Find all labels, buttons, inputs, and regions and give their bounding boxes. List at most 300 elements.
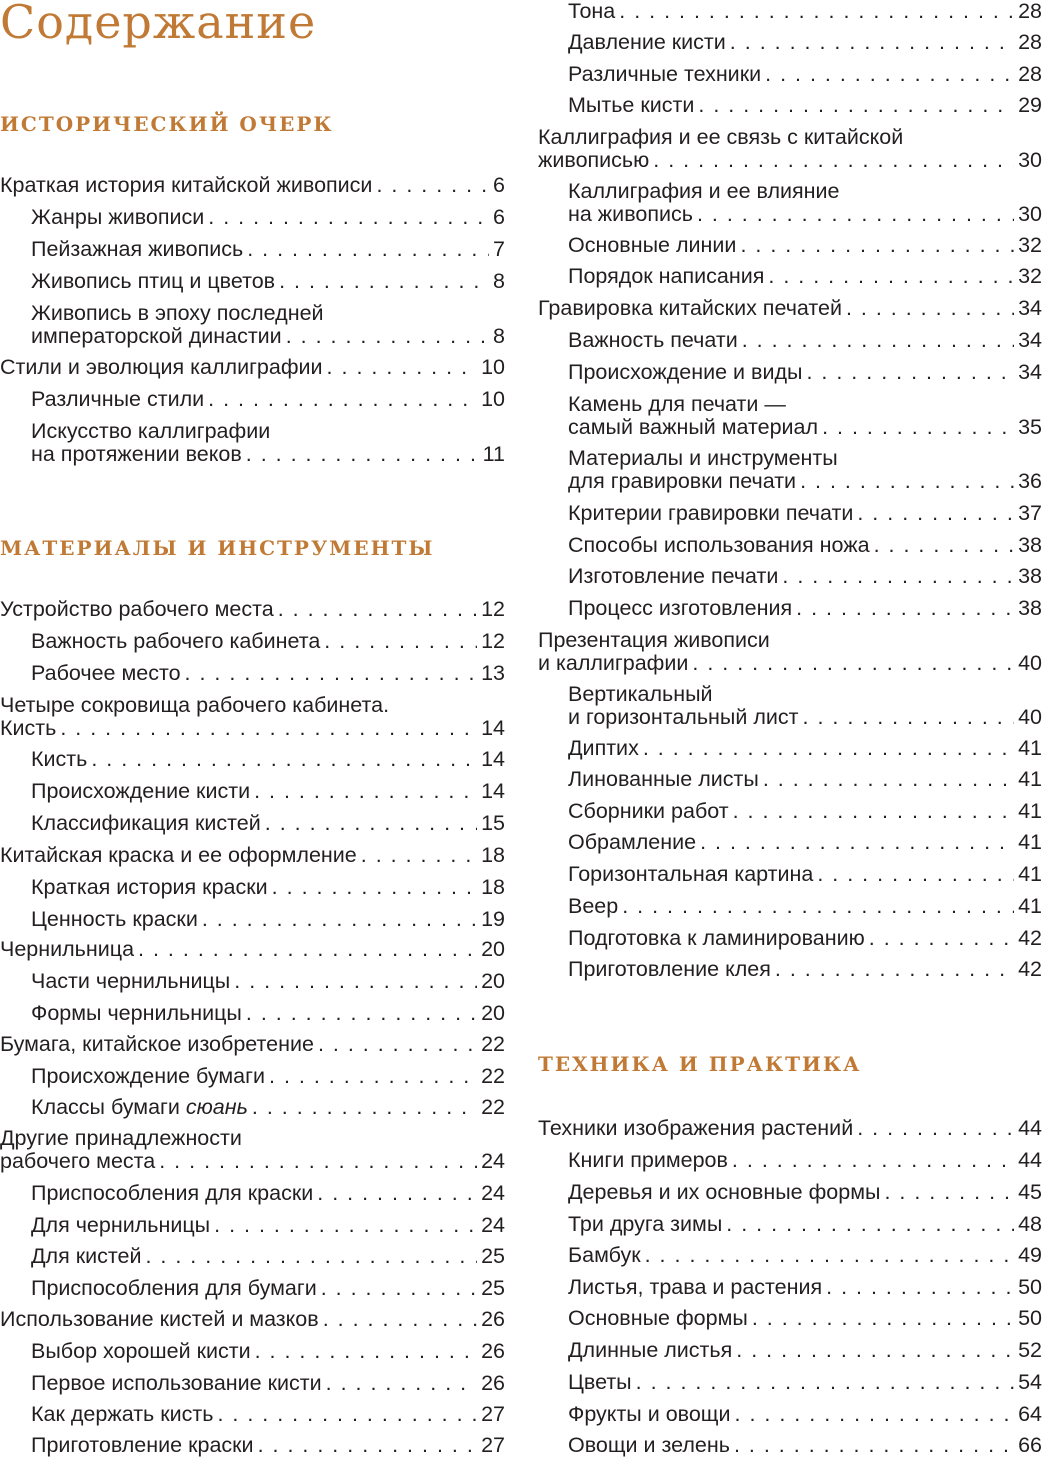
leader-dots [317,1182,477,1205]
leader-dots [775,958,1014,981]
entry-page: 12 [481,597,505,621]
entry-page: 20 [481,937,505,961]
entry-page: 38 [1018,596,1042,620]
leader-dots [279,270,489,293]
toc-entry[interactable] [31,1245,505,1268]
leader-dots [323,1308,477,1331]
entry-title-line1: Другие принадлежности [0,1126,242,1150]
toc-entry[interactable] [31,908,505,931]
leader-dots [208,388,477,411]
entry-title: Обрамление [568,830,697,854]
entry-title: Подготовка к ламинированию [568,926,865,950]
entry-title: Длинные листья [568,1338,733,1362]
toc-entry[interactable] [31,1214,505,1237]
entry-page: 6 [493,205,505,229]
entry-title: Веер [568,894,619,918]
entry-title: Мытье кисти [568,93,695,117]
entry-page: 24 [481,1181,505,1205]
entry-page: 28 [1018,0,1042,23]
entry-title: Выбор хорошей кисти [31,1339,251,1363]
entry-page: 34 [1018,296,1042,320]
entry-title-italic: сюань [185,1095,248,1119]
entry-page: 29 [1018,93,1042,117]
entry-page: 66 [1018,1433,1042,1457]
entry-title: Кисть [31,747,88,771]
entry-page: 49 [1018,1243,1042,1267]
entry-title: Сборники работ [568,799,729,823]
entry-title: Происхождение и виды [568,360,803,384]
entry-title: Чернильница [0,937,135,961]
toc-entry[interactable] [568,31,1042,54]
entry-title: Формы чернильницы [31,1001,242,1025]
leader-dots [265,812,477,835]
leader-dots [321,1277,477,1300]
leader-dots [217,1403,477,1426]
leader-dots [254,780,477,803]
toc-entry[interactable] [0,1033,505,1056]
toc-entry[interactable] [31,1403,505,1426]
leader-dots [884,1181,1014,1204]
toc-entry[interactable] [0,1127,505,1173]
toc-entry[interactable] [31,1434,505,1457]
leader-dots [643,737,1014,760]
leader-dots [645,1244,1014,1267]
entry-title-line1: Живопись в эпоху последней [31,301,324,325]
entry-title: императорской династии [31,324,282,348]
toc-entry[interactable] [31,1002,505,1025]
toc-entry[interactable] [31,302,505,348]
entry-title: Пейзажная живопись [31,237,244,261]
toc-entry[interactable] [0,694,505,740]
toc-entry[interactable] [31,1277,505,1300]
entry-title: Критерии гравировки печати [568,501,854,525]
page-title: Содержание [0,0,317,49]
entry-page: 10 [481,355,505,379]
toc-entry[interactable] [568,958,1042,981]
leader-dots [278,598,477,621]
entry-title: Для чернильницы [31,1213,211,1237]
toc-entry[interactable] [31,388,505,411]
toc-entry[interactable] [568,94,1042,117]
leader-dots [159,1150,477,1173]
entry-page: 34 [1018,328,1042,352]
entry-title-line1: Презентация живописи [538,628,770,652]
leader-dots [857,1117,1014,1140]
leader-dots [361,844,477,867]
entry-page: 41 [1018,894,1042,918]
entry-title: Различные стили [31,387,205,411]
toc-entry[interactable] [568,1213,1042,1236]
leader-dots [874,534,1014,557]
entry-title: Происхождение бумаги [31,1064,265,1088]
leader-dots [869,927,1014,950]
entry-title: Бумага, китайское изобретение [0,1032,314,1056]
entry-page: 64 [1018,1402,1042,1426]
toc-entry[interactable] [0,938,505,961]
leader-dots [247,238,489,261]
toc-entry[interactable] [31,630,505,653]
toc-entry[interactable] [31,270,505,293]
entry-page: 41 [1018,862,1042,886]
entry-page: 32 [1018,264,1042,288]
toc-entry[interactable] [31,1096,505,1119]
toc-entry[interactable] [568,180,1042,226]
leader-dots [857,502,1014,525]
toc-entry[interactable] [538,1117,1042,1140]
leader-dots [246,443,479,466]
leader-dots [752,1307,1014,1330]
toc-entry[interactable] [568,1149,1042,1172]
entry-page: 28 [1018,30,1042,54]
leader-dots [138,938,477,961]
entry-page: 20 [481,1001,505,1025]
entry-title: Гравировка китайских печатей [538,296,842,320]
entry-title: и горизонтальный лист [568,705,799,729]
entry-title: Диптих [568,736,639,760]
entry-title: Живопись птиц и цветов [31,269,276,293]
entry-page: 41 [1018,799,1042,823]
leader-dots [796,597,1014,620]
entry-title: Бамбук [568,1243,641,1267]
toc-entry[interactable] [568,329,1042,352]
entry-title: Цветы [568,1370,632,1394]
entry-page: 22 [481,1064,505,1088]
toc-entry[interactable] [31,780,505,803]
entry-page: 13 [481,661,505,685]
toc-entry[interactable] [568,265,1042,288]
entry-page: 12 [481,629,505,653]
entry-page: 36 [1018,469,1042,493]
entry-title: Листья, трава и растения [568,1275,823,1299]
toc-entry[interactable] [31,206,505,229]
entry-page: 22 [481,1032,505,1056]
leader-dots [234,970,477,993]
leader-dots [735,1403,1015,1426]
leader-dots [255,1340,477,1363]
toc-entry[interactable] [568,927,1042,950]
entry-title: Первое использование кисти [31,1371,322,1395]
entry-page: 35 [1018,415,1042,439]
leader-dots [318,1033,477,1056]
entry-title-line1: Каллиграфия и ее связь с китайской [538,125,904,149]
entry-page: 26 [481,1371,505,1395]
toc-entry[interactable] [31,420,505,466]
entry-title: Рабочее место [31,661,181,685]
toc-entry[interactable] [568,447,1042,493]
leader-dots [619,0,1014,23]
leader-dots [742,329,1014,352]
entry-page: 8 [493,324,505,348]
section-heading: ТЕХНИКА И ПРАКТИКА [538,1052,862,1076]
toc-entry[interactable] [31,238,505,261]
leader-dots [258,1434,478,1457]
toc-entry[interactable] [568,565,1042,588]
leader-dots [60,717,477,740]
entry-page: 34 [1018,360,1042,384]
entry-title-line1: Вертикальный [568,682,713,706]
leader-dots [185,662,478,685]
toc-entry[interactable] [568,361,1042,384]
entry-title: Приспособления для краски [31,1181,314,1205]
entry-title: Для кистей [31,1244,142,1268]
entry-title: Важность рабочего кабинета [31,629,321,653]
toc-entry[interactable] [0,844,505,867]
toc-entry[interactable] [568,1371,1042,1394]
entry-title-line1: Искусство каллиграфии [31,419,271,443]
leader-dots [636,1371,1014,1394]
entry-title: Деревья и их основные формы [568,1180,881,1204]
entry-page: 41 [1018,767,1042,791]
entry-title: Использование кистей и мазков [0,1307,319,1331]
entry-title: Овощи и зелень [568,1433,730,1457]
toc-entry[interactable] [31,876,505,899]
toc-entry[interactable] [568,895,1042,918]
entry-page: 22 [481,1095,505,1119]
toc-entry[interactable] [538,297,1042,320]
toc-entry[interactable] [31,1340,505,1363]
leader-dots [324,630,477,653]
toc-entry[interactable] [538,629,1042,675]
leader-dots [734,1434,1014,1457]
entry-title: Процесс изготовления [568,596,793,620]
leader-dots [740,234,1014,257]
entry-page: 20 [481,969,505,993]
entry-page: 26 [481,1307,505,1331]
entry-page: 48 [1018,1212,1042,1236]
entry-page: 26 [481,1339,505,1363]
entry-page: 19 [481,907,505,931]
entry-title: Классы бумаги [31,1095,186,1119]
entry-page: 27 [481,1433,505,1457]
leader-dots [622,895,1014,918]
leader-dots [208,206,489,229]
entry-title: Основные формы [568,1306,748,1330]
entry-page: 45 [1018,1180,1042,1204]
leader-dots [202,908,477,931]
entry-title: Порядок написания [568,264,765,288]
toc-entry[interactable] [31,662,505,685]
entry-title: Основные линии [568,233,737,257]
leader-dots [826,1276,1014,1299]
entry-title: Стили и эволюция каллиграфии [0,355,323,379]
leader-dots [91,748,477,771]
entry-title: Жанры живописи [31,205,205,229]
toc-entry[interactable] [538,126,1042,172]
entry-page: 27 [481,1402,505,1426]
leader-dots [376,174,489,197]
entry-title: Линованные листы [568,767,759,791]
leader-dots [846,297,1014,320]
entry-page: 54 [1018,1370,1042,1394]
entry-title: Важность печати [568,328,738,352]
entry-title: Три друга зимы [568,1212,723,1236]
toc-entry[interactable] [568,234,1042,257]
entry-title: Тона [568,0,616,23]
leader-dots [806,361,1014,384]
leader-dots [803,706,1015,729]
entry-page: 50 [1018,1306,1042,1330]
leader-dots [732,1149,1014,1172]
entry-page: 25 [481,1244,505,1268]
entry-title: Книги примеров [568,1148,728,1172]
entry-title-line1: Каллиграфия и ее влияние [568,179,840,203]
entry-title: Краткая история краски [31,875,268,899]
entry-title: Приспособления для бумаги [31,1276,317,1300]
entry-title: Устройство рабочего места [0,597,274,621]
section-heading: ИСТОРИЧЕСКИЙ ОЧЕРК [0,112,334,136]
entry-page: 14 [481,779,505,803]
toc-entry[interactable] [31,748,505,771]
toc-entry[interactable] [568,534,1042,557]
entry-page: 41 [1018,736,1042,760]
entry-page: 40 [1018,651,1042,675]
leader-dots [286,325,489,348]
entry-page: 37 [1018,501,1042,525]
toc-entry[interactable] [31,1065,505,1088]
toc-entry[interactable] [568,0,1042,23]
toc-entry[interactable] [568,1434,1042,1457]
leader-dots [697,203,1014,226]
entry-page: 40 [1018,705,1042,729]
entry-title-line1: Материалы и инструменты [568,446,838,470]
leader-dots [763,768,1014,791]
entry-title: живописью [538,148,650,172]
entry-title: Давление кисти [568,30,726,54]
leader-dots [817,863,1014,886]
entry-page: 25 [481,1276,505,1300]
entry-title: Китайская краска и ее оформление [0,843,357,867]
toc-entry[interactable] [568,1181,1042,1204]
toc-entry[interactable] [568,1403,1042,1426]
entry-page: 18 [481,875,505,899]
entry-page: 52 [1018,1338,1042,1362]
entry-title: Классификация кистей [31,811,261,835]
entry-title: Кисть [0,716,57,740]
leader-dots [736,1339,1014,1362]
toc-entry[interactable] [0,1308,505,1331]
toc-entry[interactable] [568,768,1042,791]
entry-title: Части чернильницы [31,969,231,993]
entry-page: 24 [481,1149,505,1173]
entry-title: Горизонтальная картина [568,862,814,886]
entry-title: на живопись [568,202,693,226]
entry-page: 14 [481,747,505,771]
entry-title: на протяжении веков [31,442,242,466]
leader-dots [269,1065,477,1088]
entry-title: и каллиграфии [538,651,689,675]
leader-dots [782,565,1014,588]
entry-title: Ценность краски [31,907,198,931]
leader-dots [327,356,478,379]
entry-page: 30 [1018,202,1042,226]
toc-entry[interactable] [568,393,1042,439]
leader-dots [730,31,1014,54]
entry-page: 18 [481,843,505,867]
entry-title: Техники изображения растений [538,1116,854,1140]
entry-title: рабочего места [0,1149,156,1173]
toc-entry[interactable] [568,737,1042,760]
entry-page: 6 [493,173,505,197]
entry-page: 42 [1018,957,1042,981]
leader-dots [698,94,1014,117]
entry-page: 32 [1018,233,1042,257]
leader-dots [800,470,1014,493]
entry-page: 7 [493,237,505,261]
leader-dots [822,416,1014,439]
entry-title: Фрукты и овощи [568,1402,731,1426]
entry-title: Как держать кисть [31,1402,214,1426]
entry-title: самый важный материал [568,415,819,439]
toc-entry[interactable] [0,174,505,197]
toc-entry[interactable] [31,970,505,993]
toc-entry[interactable] [31,812,505,835]
entry-title-line1: Камень для печати — [568,392,786,416]
entry-page: 41 [1018,830,1042,854]
toc-entry[interactable] [568,831,1042,854]
leader-dots [252,1096,477,1119]
leader-dots [272,876,477,899]
entry-page: 30 [1018,148,1042,172]
leader-dots [726,1213,1014,1236]
leader-dots [214,1214,477,1237]
toc-entry[interactable] [568,1307,1042,1330]
entry-page: 15 [481,811,505,835]
toc-entry[interactable] [568,1339,1042,1362]
entry-page: 14 [481,716,505,740]
entry-page: 44 [1018,1148,1042,1172]
toc-entry[interactable] [0,356,505,379]
entry-page: 28 [1018,62,1042,86]
toc-entry[interactable] [0,598,505,621]
toc-entry[interactable] [568,863,1042,886]
entry-title: Краткая история китайской живописи [0,173,373,197]
leader-dots [653,149,1014,172]
toc-entry[interactable] [568,800,1042,823]
leader-dots [246,1002,477,1025]
toc-entry[interactable] [568,502,1042,525]
toc-entry[interactable] [568,1244,1042,1267]
entry-page: 38 [1018,533,1042,557]
entry-page: 10 [481,387,505,411]
entry-page: 50 [1018,1275,1042,1299]
entry-title: Способы использования ножа [568,533,870,557]
toc-entry[interactable] [568,1276,1042,1299]
entry-title: Различные техники [568,62,762,86]
entry-page: 11 [482,442,505,466]
entry-page: 38 [1018,564,1042,588]
leader-dots [768,265,1014,288]
toc-entry[interactable] [31,1182,505,1205]
toc-entry[interactable] [31,1372,505,1395]
entry-title: для гравировки печати [568,469,797,493]
entry-page: 8 [493,269,505,293]
entry-title: Происхождение кисти [31,779,251,803]
leader-dots [326,1372,477,1395]
section-heading: МАТЕРИАЛЫ И ИНСТРУМЕНТЫ [0,536,435,560]
toc-entry[interactable] [568,63,1042,86]
entry-page: 42 [1018,926,1042,950]
entry-title-line1: Четыре сокровища рабочего кабинета. [0,693,390,717]
leader-dots [733,800,1014,823]
toc-entry[interactable] [568,683,1042,729]
toc-entry[interactable] [568,597,1042,620]
leader-dots [700,831,1014,854]
entry-title: Приготовление клея [568,957,771,981]
entry-title: Изготовление печати [568,564,779,588]
leader-dots [765,63,1014,86]
entry-page: 44 [1018,1116,1042,1140]
leader-dots [145,1245,477,1268]
